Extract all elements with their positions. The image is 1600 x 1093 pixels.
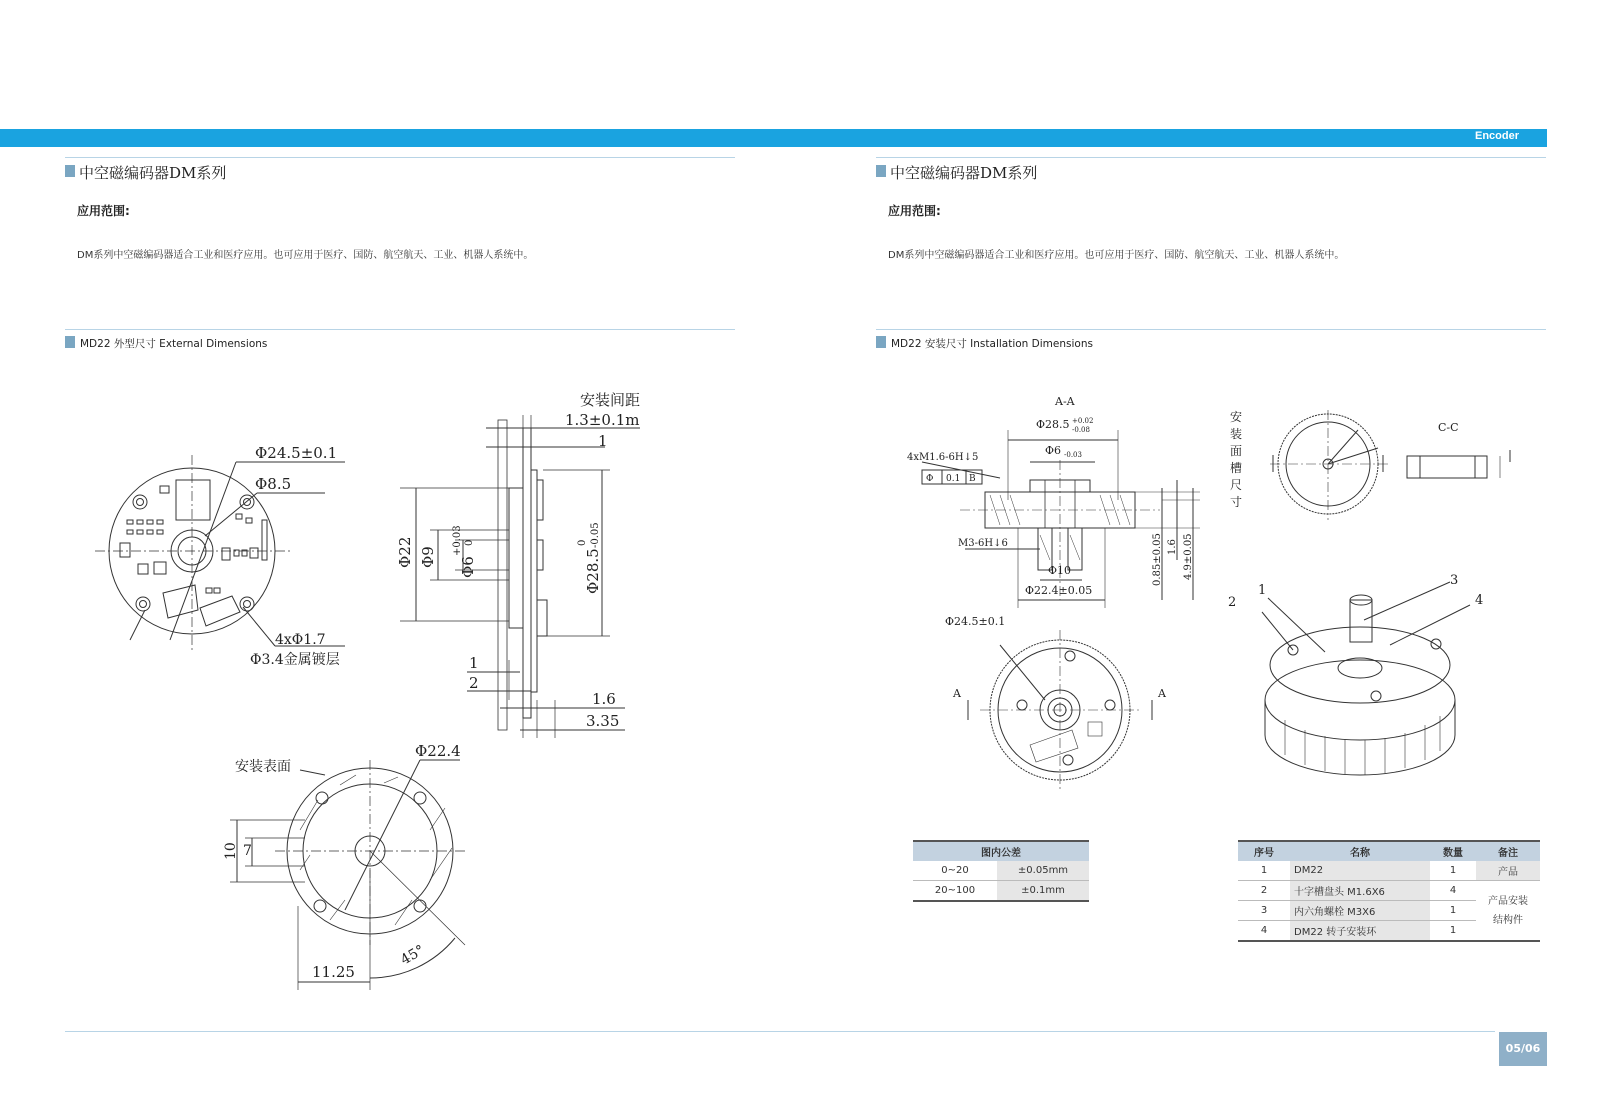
dim-d6-tol-lo: 0 xyxy=(464,539,475,546)
dim-v335: 3.35 xyxy=(586,712,620,730)
bom-no: 2 xyxy=(1238,881,1290,901)
dim-hole2: Φ3.4金属镀层 xyxy=(250,652,340,668)
dim-v1125: 11.25 xyxy=(312,963,355,981)
rdim-m3: M3-6H↓6 xyxy=(958,538,1008,549)
table-row xyxy=(913,881,1089,902)
bom-no: 1 xyxy=(1238,861,1290,881)
right-top-view xyxy=(968,630,1152,790)
dim-d285-tol-lo: -0.05 xyxy=(590,522,601,548)
rdim-thread: 4xM1.6-6H↓5 xyxy=(907,452,979,463)
right-section-heading: MD22 安装尺寸 Installation Dimensions xyxy=(891,338,1093,350)
bom-qty: 1 xyxy=(1430,921,1476,942)
tolerance-range: 20~100 xyxy=(913,881,997,902)
groove-char-3: 面 xyxy=(1230,444,1243,458)
bom-qty: 4 xyxy=(1430,881,1476,901)
left-subtitle: 应用范围: xyxy=(77,204,130,218)
dim-d224: Φ22.4 xyxy=(415,742,461,760)
header-label: Encoder xyxy=(1474,130,1519,142)
table-row xyxy=(1238,861,1540,881)
rdim-v49: 4.9±0.05 xyxy=(1183,533,1194,580)
rdim-d6: Φ6 xyxy=(1045,444,1062,457)
left-section-heading: MD22 外型尺寸 External Dimensions xyxy=(80,338,268,350)
rdim-d10: Φ10 xyxy=(1048,564,1072,577)
dim-d9: Φ9 xyxy=(419,546,437,568)
groove-char-4: 槽 xyxy=(1230,461,1243,475)
rlabel-a-right: A xyxy=(1158,687,1166,700)
tolerance-value: ±0.05mm xyxy=(997,861,1089,881)
dim-d6: Φ6 xyxy=(459,556,477,578)
bom-name: DM22 转子安装环 xyxy=(1290,921,1430,942)
tolerance-range: 0~20 xyxy=(913,861,997,881)
bom-header-note: 备注 xyxy=(1476,841,1540,861)
bom-header-qty: 数量 xyxy=(1430,841,1476,861)
callout-1: 1 xyxy=(1258,583,1267,598)
label-cc: C-C xyxy=(1438,421,1459,434)
right-subtitle: 应用范围: xyxy=(888,204,941,218)
rdim-frame2: 0.1 xyxy=(946,474,961,484)
rdim-d285: Φ28.5 xyxy=(1036,418,1070,431)
dim-hole1: 4xΦ1.7 xyxy=(275,632,326,648)
dim-v10: 10 xyxy=(223,842,239,860)
bom-name: 十字槽盘头 M1.6X6 xyxy=(1290,881,1430,901)
label-aa: A-A xyxy=(1055,395,1075,408)
bom-note-merged: 产品安装 结构件 xyxy=(1476,881,1540,942)
groove-char-6: 寸 xyxy=(1230,495,1243,509)
bom-no: 4 xyxy=(1238,921,1290,942)
tolerance-table xyxy=(913,840,1089,902)
bom-table xyxy=(1238,840,1540,942)
dim-d285-tol-up: 0 xyxy=(577,539,588,546)
rdim-d285-tol-lo: -0.08 xyxy=(1072,426,1090,434)
dim-one-a: 1 xyxy=(598,432,608,450)
bom-no: 3 xyxy=(1238,901,1290,921)
dim-angle: 45° xyxy=(398,942,428,969)
bom-header-no: 序号 xyxy=(1238,841,1290,861)
right-groove-view xyxy=(1270,410,1510,520)
dim-d6-tol-up: +0.03 xyxy=(452,525,463,556)
dim-gap-label: 安装间距 xyxy=(580,391,641,409)
rdim-d6-tol: -0.03 xyxy=(1064,451,1082,459)
rdim-d245: Φ24.5±0.1 xyxy=(945,615,1006,628)
dim-one-b: 1 xyxy=(469,654,479,672)
groove-char-2: 装 xyxy=(1230,427,1243,441)
groove-char-1: 安 xyxy=(1230,410,1243,424)
table-row xyxy=(1238,881,1540,901)
tolerance-header: 图内公差 xyxy=(913,841,1089,861)
bom-qty: 1 xyxy=(1430,861,1476,881)
right-page-title: 中空磁编码器DM系列 xyxy=(890,164,1038,182)
bom-header-name: 名称 xyxy=(1290,841,1430,861)
page-number: 05/06 xyxy=(1499,1032,1547,1066)
tolerance-value: ±0.1mm xyxy=(997,881,1089,902)
rdim-d285-tol-up: +0.02 xyxy=(1072,417,1094,425)
bom-qty: 1 xyxy=(1430,901,1476,921)
rdim-frame1: Φ xyxy=(926,474,934,484)
dim-d245: Φ24.5±0.1 xyxy=(255,444,338,462)
dim-gap-val: 1.3±0.1m xyxy=(565,411,640,429)
dim-surface: 安装表面 xyxy=(235,759,291,775)
callout-3: 3 xyxy=(1450,573,1459,588)
dim-d85: Φ8.5 xyxy=(255,475,292,493)
left-page-title: 中空磁编码器DM系列 xyxy=(79,164,227,182)
dim-d285: Φ28.5 xyxy=(584,548,602,594)
rdim-d224: Φ22.4±0.05 xyxy=(1025,584,1093,597)
dim-d22: Φ22 xyxy=(396,536,414,568)
table-row xyxy=(913,861,1089,881)
left-description: DM系列中空磁编码器适合工业和医疗应用。也可应用于医疗、国防、航空航天、工业、机器人系统中。 xyxy=(77,250,534,261)
bom-name: 内六角螺栓 M3X6 xyxy=(1290,901,1430,921)
dim-v16: 1.6 xyxy=(592,690,616,708)
callout-4: 4 xyxy=(1475,593,1484,608)
rlabel-a-left: A xyxy=(953,687,961,700)
dim-two: 2 xyxy=(469,674,479,692)
bom-name: DM22 xyxy=(1290,861,1430,881)
rdim-v16: 1.6 xyxy=(1167,539,1178,555)
groove-char-5: 尺 xyxy=(1230,478,1243,492)
rdim-v085: 0.85±0.05 xyxy=(1152,533,1163,586)
rdim-frame3: B xyxy=(969,474,976,484)
right-description: DM系列中空磁编码器适合工业和医疗应用。也可应用于医疗、国防、航空航天、工业、机器人系统中。 xyxy=(888,250,1345,261)
dim-v7: 7 xyxy=(243,843,252,859)
bom-note: 产品 xyxy=(1476,861,1540,881)
callout-2: 2 xyxy=(1228,595,1237,610)
right-isometric-view xyxy=(1262,582,1470,775)
footer-rule xyxy=(65,1031,1495,1032)
left-pcb-top-view xyxy=(95,455,345,650)
left-ring-view xyxy=(230,760,465,990)
